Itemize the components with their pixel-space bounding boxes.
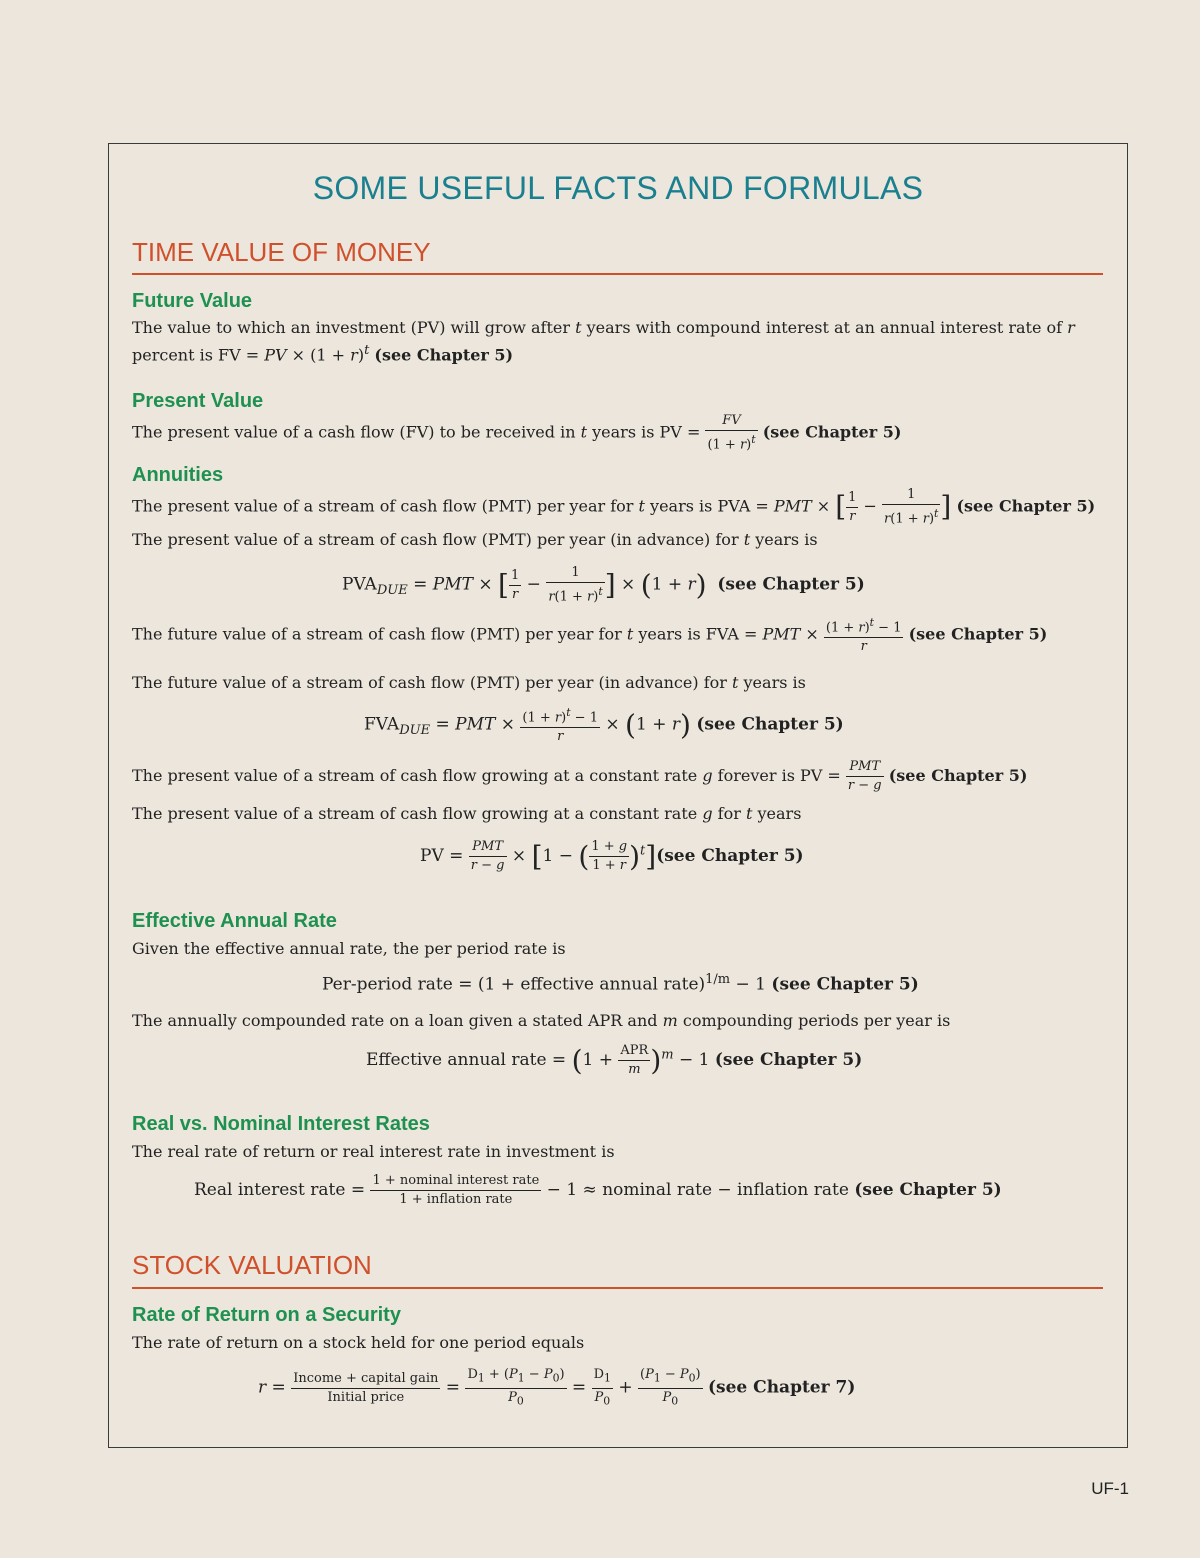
growing-perpetuity-text: The present value of a stream of cash flow growing at a constant rate g forever is PV = $\frac{\text{PMT}}{r - g}$ (see Chapter 5) <box>132 759 1028 793</box>
effective-annual-rate-equation: Effective annual rate = (1 + $\frac{\text{APR}}{m}$ )$^m$ − 1 (see Chapter 5) <box>366 1043 863 1077</box>
section-heading-stock: STOCK VALUATION <box>132 1250 372 1280</box>
section-rule <box>132 1287 1103 1289</box>
rate-of-return-equation: r = $\frac{\text{Income + capital gain}}{\text{Initial price}}$ = $\frac{D_1 + (P_1 - P_0)}{P_0}$ = $\frac{D_1}{P_0}$ + $\frac{(P_1 - P_0)}{P_0}$ (see Chapter 7) <box>258 1366 855 1410</box>
future-value-text: The value to which an investment (PV) will grow after t years with compound interest at an annual interest rate of r percent is FV = PV × $(1 + r)^t$ (see Chapter 5) <box>132 318 1075 365</box>
real-interest-rate-equation: Real interest rate = $\frac{\text{1 + nominal interest rate}}{\text{1 + inflation rate}}$ − 1 ≈ nominal rate − inflation rate (see Chapter 5) <box>194 1173 1002 1207</box>
page-title: SOME USEFUL FACTS AND FORMULAS <box>312 170 924 206</box>
fva-due-text: The future value of a stream of cash flow (PMT) per year (in advance) for t years is <box>132 673 806 692</box>
subheading-future-value: Future Value <box>132 290 253 312</box>
fva-due-equation: $FVA_{DUE}$ = PMT × $\frac{(1 + r)^t - 1}{r}$ × (1 + r) (see Chapter 5) <box>364 706 844 745</box>
section-rule <box>132 273 1103 275</box>
pva-due-equation: $PVA_{DUE}$ = PMT × [ $\frac{1}{r}$ − $\frac{1}{r(1 + r)^t}$ ] × (1 + r) (see Chapter 5) <box>342 565 865 605</box>
per-period-rate-equation: Per-period rate = (1 + effective annual rate)$^{1/m}$ − 1 (see Chapter 5) <box>322 972 919 995</box>
subheading-rate-of-return: Rate of Return on a Security <box>132 1304 401 1326</box>
subheading-real-vs-nominal: Real vs. Nominal Interest Rates <box>132 1113 430 1135</box>
pva-due-text: The present value of a stream of cash flow (PMT) per year (in advance) for t years is <box>132 530 818 549</box>
subheading-annuities: Annuities <box>132 464 224 486</box>
present-value-text: The present value of a cash flow (FV) to be received in t years is PV = $\frac{FV}{(1 + r)^t}$ (see Chapter 5) <box>132 413 902 453</box>
growing-annuity-text: The present value of a stream of cash flow growing at a constant rate g for t years <box>132 804 802 823</box>
real-rate-text: The real rate of return or real interest rate in investment is <box>132 1142 615 1161</box>
fva-text: The future value of a stream of cash flow (PMT) per year for t years is FVA = PMT × $\frac{(1 + r)^t - 1}{r}$ (see Chapter 5) <box>132 616 1048 655</box>
ear-text-1: Given the effective annual rate, the per period rate is <box>132 939 566 958</box>
section-heading-tvm: TIME VALUE OF MONEY <box>132 237 431 267</box>
subheading-present-value: Present Value <box>132 390 264 412</box>
page-number: UF-1 <box>1091 1479 1129 1498</box>
rate-of-return-text: The rate of return on a stock held for one period equals <box>132 1333 585 1352</box>
subheading-effective-annual-rate: Effective Annual Rate <box>132 910 337 932</box>
growing-annuity-equation: PV = $\frac{\text{PMT}}{r - g}$ × [1 − ( $\frac{1 + g}{1 + r}$ )$^t$](see Chapter 5) <box>420 839 804 873</box>
ear-text-2: The annually compounded rate on a loan given a stated APR and m compounding periods per year is <box>132 1011 951 1030</box>
pva-text: The present value of a stream of cash flow (PMT) per year for t years is PVA = PMT × [ $\frac{1}{r}$ − $\frac{1}{r(1 + r)^t}$ ] (see Chapter 5) <box>132 487 1096 527</box>
